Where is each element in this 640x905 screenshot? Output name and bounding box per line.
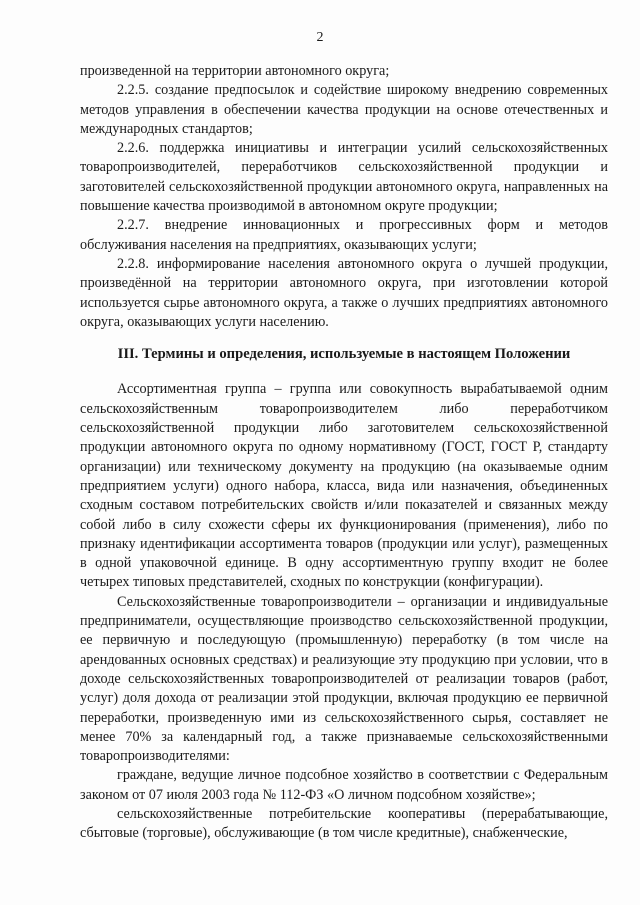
list-continuation: произведенной на территории автономного округа; [80,63,390,79]
list-item-2-2-7: 2.2.7. внедрение инновационных и прогрессивных форм и методов обслуживания населения на предприятиях, оказывающих услуги; [80,217,608,253]
definition-cooperatives: сельскохозяйственные потребительские кооперативы (перерабатывающие, сбытовые (торговые), обслуживающие (в том числе кредитные), снабженческие, [80,805,608,842]
list-item-2-2-5: 2.2.5. создание предпосылок и содействие широкому внедрению современных методов управления в обеспечении качества продукции на основе отечественных и международных стандартов; [80,82,608,137]
document-body [80,62,608,844]
section-heading: III. Термины и определения, используемые в настоящем Положении [117,346,571,363]
page-number: 2 [316,30,324,45]
definition-assortment-group: Ассортиментная группа – группа или совокупность вырабатываемой одним сельскохозяйственным товаропроизводителем либо переработчиком сельскохозяйственной продукции либо заготовителем сельскохозяйственной продукции автономного округа по одному нормативному (ГОСТ, ГОСТ Р, стандарту организации) или техническому документу на продукцию (на оказываемые одним предприятием услуги) одного набора, класса, вида или назначения, объединенных сходным составом потребительских свойств и/или показателей и связанных между собой либо в силу схожести сферы их функционирования (применения), либо по признаку идентификации ассортимента товаров (продукции или услуг), размещенных в одной упаковочной единице. В одну ассортиментную группу входит не более четырех типовых представителей, сходных по конструкции (конфигурации). [80,381,608,591]
definition-citizens: граждане, ведущие личное подсобное хозяйство в соответствии с Федеральным законом от 07 июля 2003 года № 112-ФЗ «О личном подсобном хозяйстве»; [80,767,608,803]
list-item-2-2-8: 2.2.8. информирование населения автономного округа о лучшей продукции, произведённой на территории автономного округа, при изготовлении которой используется сырье автономного округа, а также о лучших предприятиях автономного округа, оказывающих услуги населению. [80,255,608,330]
definition-agricultural-producers: Сельскохозяйственные товаропроизводители – организации и индивидуальные предприниматели, осуществляющие производство сельскохозяйственной продукции, ее первичную и последующую (промышленную) переработку (в том числе на арендованных основных средствах) и реализующие эту продукцию при условии, что в доходе сельскохозяйственных товаропроизводителей от реализации товаров (работ, услуг) доля дохода от реализации этой продукции, включая продукцию ее первичной переработки, произведенную ими из сельскохозяйственного сырья, составляет не менее 70% за календарный год, а также признаваемые сельскохозяйственными товаропроизводителями: [80,593,608,765]
list-item-2-2-6: 2.2.6. поддержка инициативы и интеграции усилий сельскохозяйственных товаропроизводителей, переработчиков сельскохозяйственной продукции и заготовителей сельскохозяйственной продукции автономного округа, направленных на повышение качества производимой в автономном округе продукции; [80,140,608,215]
